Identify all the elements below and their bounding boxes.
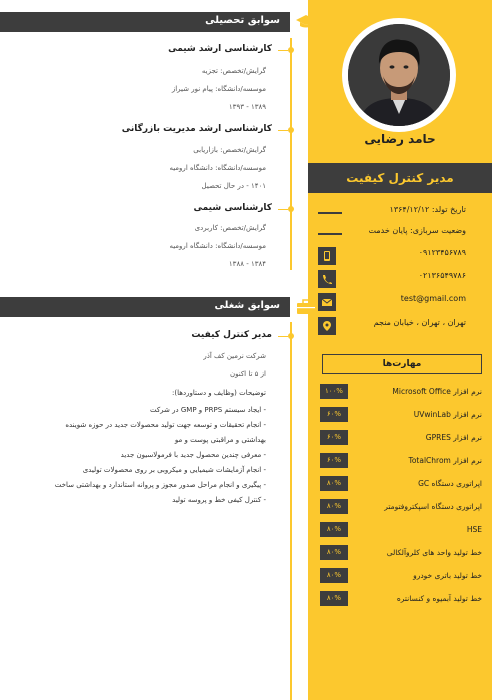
- skill-item: [320, 591, 482, 607]
- edu-field: گرایش/تخصص: تجزیه: [201, 67, 266, 75]
- skill-item: [320, 545, 482, 561]
- work-company: شرکت نرمین کف آذر: [203, 352, 266, 360]
- skill-level: ۶۰%: [320, 407, 348, 422]
- profile-photo: [348, 24, 450, 126]
- info-row-birthdate: [308, 204, 492, 222]
- education-timeline: [290, 38, 292, 270]
- info-text: تاریخ تولد: ۱۳۶۴/۱۲/۱۲: [389, 205, 466, 214]
- work-period: از ۵ تا اکنون: [229, 370, 266, 378]
- profile-photo-frame: [342, 18, 456, 132]
- work-desc-label: توضیحات (وظایف و دستاوردها):: [172, 389, 266, 397]
- edu-years: ۱۴۰۱ - در حال تحصیل: [201, 182, 266, 190]
- briefcase-icon: [294, 297, 318, 317]
- skill-level: ۸۰%: [320, 591, 348, 606]
- skill-item: [320, 568, 482, 584]
- mobile-icon: [318, 247, 336, 265]
- info-row-address: [308, 317, 492, 335]
- job-title: مدیر کنترل کیفیت: [308, 163, 492, 193]
- skill-item: [320, 499, 482, 515]
- skill-name: HSE: [466, 525, 482, 534]
- timeline-dot: [288, 333, 294, 339]
- work-desc-line: - انجام آزمایشات شیمیایی و میکروبی بر روی محصولات تولیدی: [82, 466, 266, 474]
- skill-item: [320, 430, 482, 446]
- skill-level: ۶۰%: [320, 430, 348, 445]
- skill-name: نرم افزار Microsoft Office: [392, 387, 482, 396]
- info-row-phone: [308, 270, 492, 288]
- person-name: حامد رضایی: [364, 132, 436, 146]
- edu-degree: کارشناسی ارشد مدیریت بازرگانی: [121, 124, 272, 134]
- skill-item: [320, 384, 482, 400]
- skill-level: ۱۰۰%: [320, 384, 348, 399]
- mail-icon: [318, 293, 336, 311]
- work-section-header: [0, 297, 290, 317]
- info-text: test@gmail.com: [400, 294, 466, 303]
- timeline-dot: [288, 47, 294, 53]
- education-section-header: [0, 12, 290, 32]
- edu-field: گرایش/تخصص: کاربردی: [194, 224, 266, 232]
- work-desc-line: - پیگیری و انجام مراحل صدور مجوز و پروانه استاندارد و بهداشتی ساخت: [54, 481, 266, 489]
- work-desc-line: - ایجاد سیستم PRPS و GMP در شرکت: [149, 406, 266, 414]
- section-title: سوابق تحصیلی: [205, 15, 280, 26]
- edu-years: ۱۳۸۴ - ۱۳۸۸: [228, 260, 266, 268]
- skills-heading: مهارت‌ها: [322, 354, 482, 374]
- edu-degree: کارشناسی ارشد شیمی: [168, 44, 272, 54]
- skill-name: اپراتوری دستگاه GC: [418, 479, 482, 488]
- skill-level: ۸۰%: [320, 522, 348, 537]
- skill-level: ۸۰%: [320, 568, 348, 583]
- info-text: وضعیت سربازی: پایان خدمت: [368, 226, 466, 235]
- skill-name: نرم افزار UVwinLab: [413, 410, 482, 419]
- work-desc-line: - معرفی چندین محصول جدید با فرمولاسیون جدید: [120, 451, 266, 459]
- skill-name: نرم افزار TotalChrom: [408, 456, 482, 465]
- skill-name: خط تولید واحد های کلروآلکالی: [386, 548, 482, 557]
- edu-degree: کارشناسی شیمی: [193, 203, 272, 213]
- skill-level: ۸۰%: [320, 545, 348, 560]
- edu-years: ۱۳۸۹ - ۱۳۹۳: [228, 103, 266, 111]
- skill-name: نرم افزار GPRES: [425, 433, 482, 442]
- timeline-tick: [278, 130, 288, 131]
- skill-level: ۶۰%: [320, 453, 348, 468]
- skill-item: [320, 522, 482, 538]
- work-desc-line: بهداشتی و مراقبتی پوست و مو: [174, 436, 266, 444]
- sidebar: [308, 0, 492, 700]
- skill-item: [320, 453, 482, 469]
- info-text: ۰۹۱۲۳۴۵۶۷۸۹: [418, 248, 466, 257]
- person-portrait-icon: [348, 24, 450, 126]
- phone-icon: [318, 270, 336, 288]
- edu-school: موسسه/دانشگاه: پیام نور شیراز: [171, 85, 266, 93]
- bar-icon: [318, 212, 342, 214]
- section-title: سوابق شغلی: [214, 300, 280, 311]
- timeline-dot: [288, 206, 294, 212]
- timeline-tick: [278, 209, 288, 210]
- edu-field: گرایش/تخصص: بازاریابی: [193, 146, 266, 154]
- work-timeline: [290, 322, 292, 700]
- work-position: مدیر کنترل کیفیت: [191, 330, 272, 340]
- skill-level: ۸۰%: [320, 499, 348, 514]
- graduation-cap-icon: [294, 12, 318, 32]
- skill-item: [320, 407, 482, 423]
- info-row-military: [308, 225, 492, 243]
- skill-name: خط تولید باتری خودرو: [413, 571, 482, 580]
- timeline-tick: [278, 336, 288, 337]
- skill-item: [320, 476, 482, 492]
- skill-name: خط تولید آبمیوه و کنسانتره: [396, 594, 482, 603]
- location-icon: [318, 317, 336, 335]
- skill-level: ۸۰%: [320, 476, 348, 491]
- skill-name: اپراتوری دستگاه اسپکتروفتومتر: [384, 502, 482, 511]
- info-text: تهران ، تهران ، خیابان منجم: [373, 318, 466, 327]
- bar-icon: [318, 233, 342, 235]
- info-row-email: [308, 293, 492, 311]
- edu-school: موسسه/دانشگاه: دانشگاه ارومیه: [169, 242, 266, 250]
- work-desc-line: - انجام تحقیقات و توسعه جهت تولید محصولات جدید در حوزه شوینده: [65, 421, 266, 429]
- info-text: ۰۲۱۳۶۵۴۹۷۸۶: [418, 271, 466, 280]
- timeline-tick: [278, 50, 288, 51]
- work-desc-line: - کنترل کیفی خط و پروسه تولید: [172, 496, 266, 504]
- edu-school: موسسه/دانشگاه: دانشگاه ارومیه: [169, 164, 266, 172]
- timeline-dot: [288, 127, 294, 133]
- info-row-mobile: [308, 247, 492, 265]
